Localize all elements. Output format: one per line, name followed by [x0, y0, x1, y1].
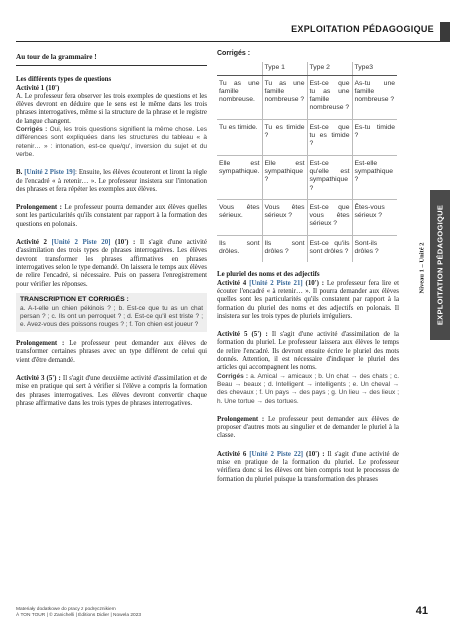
activity-5-label: Activité 5 (5') :: [217, 331, 268, 339]
audio-ref-piste-22: [Unité 2 Piste 22]: [249, 450, 304, 458]
table-row: [217, 235, 397, 262]
question-types-table: [217, 62, 397, 262]
activity-5-text: Il s'agit d'une activité d'assimilation de la formation du pluriel. Le professeur laissera aux élèves le temps de relire l'encadré. Ils devront ensuite écrire le pluriel des mots donnés. Attention, il est nécessaire d'indiquer le pluriel des articles qui accompagnent les noms.: [217, 331, 399, 372]
right-column: [217, 50, 399, 491]
footer-line-1: Materiały dodatkowe do pracy z podręcznikiem: [16, 607, 116, 612]
table-cell: Est-ce qu'ils sont drôles ?: [307, 235, 352, 262]
left-column: [16, 50, 207, 415]
table-cell: Tu as une famille nombreuse ?: [262, 75, 307, 119]
table-cell: Vous êtes sérieux ?: [262, 199, 307, 235]
activity-2-text: Il s'agit d'une activité d'assimilation des trois types de phrases interrogatives. Les élèves devront transformer les phrases affirmatives en phrases interrogatives selon le type demandé. On laissera le temps aux élèves de relire l'encadré, si nécessaire. Puis on passera l'enregistrement pour vérifier les réponses.: [16, 239, 207, 288]
table-cell: Tu as une famille nombreuse.: [217, 75, 262, 119]
activity-4: [217, 280, 399, 321]
activity-1-corriges-text: Oui, les trois questions signifient la même chose. Les différences sont expliquées dans les structures du tableau « à retenir… » : intonation, est-ce que/qu', inversion du sujet et du verbe.: [16, 126, 208, 158]
transcription-text: a. A-t-elle un chien pékinois ? ; b. Est-ce que tu as un chat persan ? ; c. Ils ont un perroquet ? ; d. Est-ce qu'il est triste ? ; e. Avez-vous des poissons rouges ? ; f. Ton chien est joueur ?: [20, 305, 203, 329]
table-cell: Elle est sympathique.: [217, 155, 262, 199]
header-tab-marker: [440, 22, 450, 42]
table-cell: Êtes-vous sérieux ?: [352, 199, 397, 235]
activity-4-time: (10') :: [305, 279, 325, 287]
activity-1b: [16, 169, 207, 194]
table-cell: Est-ce que tu as une famille nombreuse ?: [307, 75, 352, 119]
table-cell: Elle est sympathique ?: [262, 155, 307, 199]
corriges-label: Corrigés :: [217, 372, 249, 380]
prolongement-2-label: Prolongement :: [16, 340, 65, 348]
header-title: EXPLOITATION PÉDAGOGIQUE: [291, 24, 434, 34]
side-level-label: Niveau 1 – Unité 2: [418, 242, 426, 294]
footer: [16, 607, 316, 619]
transcription-title: TRANSCRIPTION ET CORRIGÉS :: [20, 295, 129, 303]
grammar-title: Au tour de la grammaire !: [16, 50, 207, 66]
activity-3-label: Activité 3 (5') :: [16, 375, 61, 383]
activity-2: [16, 239, 207, 289]
table-cell: Est-ce que tu es timide ?: [307, 119, 352, 155]
prolongement-2-text: Le professeur peut demander aux élèves de transformer certaines phrases avec un type différent de celui qui vient d'être demandé.: [16, 340, 207, 364]
activity-1b-prefix: B.: [16, 169, 23, 177]
activity-1b-text: : Ensuite, les élèves écouteront et liront la règle de l'encadré « à retenir… ». Le professeur insistera sur l'intonation des phrases et fera répéter les exemples aux élèves.: [16, 169, 207, 193]
table-cell: Tu es timide.: [217, 119, 262, 155]
table-cell: Sont-ils drôles ?: [352, 235, 397, 262]
table-header-cell: Type 1: [262, 62, 307, 75]
table-header-row: [217, 62, 397, 75]
table-header-cell: [217, 62, 262, 75]
table-row: [217, 119, 397, 155]
activity-6: [217, 451, 399, 484]
table-cell: Est-elle sympathique ?: [352, 155, 397, 199]
table-cell: Tu es timide ?: [262, 119, 307, 155]
pluriel-title: Le pluriel des noms et des adjectifs: [217, 271, 320, 279]
activity-2-time: (10') :: [115, 239, 136, 247]
table-row: [217, 155, 397, 199]
prolongement-3-label: Prolongement :: [217, 415, 265, 423]
side-tab-label: EXPLOITATION PÉDAGOGIQUE: [435, 204, 445, 326]
audio-ref-piste-21: [Unité 2 Piste 21]: [249, 279, 303, 287]
table-cell: Est-ce que vous êtes sérieux ?: [307, 199, 352, 235]
prolongement-3: [217, 416, 399, 441]
audio-ref-piste-20: [Unité 2 Piste 20]: [51, 239, 111, 247]
prolongement-1: [16, 204, 207, 229]
activity-1-label: Activité 1 (10'): [16, 84, 60, 92]
prolongement-3-text: Le professeur peut demander aux élèves de proposer d'autres mots au singulier et de demander le pluriel à la classe.: [217, 415, 399, 440]
side-section-tab: [430, 190, 450, 340]
table-cell: Ils sont drôles.: [217, 235, 262, 262]
table-header-cell: Type3: [352, 62, 397, 75]
activity-6-label: Activité 6: [217, 450, 247, 458]
table-row: [217, 75, 397, 119]
page-number: 41: [415, 605, 428, 617]
corriges-label: Corrigés :: [16, 126, 48, 134]
prolongement-1-text: Le professeur pourra demander aux élèves quelles sont les particularités qu'ils constatent par rapport à la formation des questions en polonais.: [16, 204, 207, 228]
activity-2-label: Activité 2: [16, 239, 47, 247]
prolongement-2: [16, 340, 207, 365]
audio-ref-piste-19: [Unité 2 Piste 19]: [24, 169, 76, 177]
table-cell: Ils sont drôles ?: [262, 235, 307, 262]
activity-6-time: (10') :: [306, 450, 325, 458]
table-cell: Est-ce qu'elle est sympathique ?: [307, 155, 352, 199]
table-cell: Vous êtes sérieux.: [217, 199, 262, 235]
activity-3-text: Il s'agit d'une deuxième activité d'assimilation et de mise en pratique qui sert à vérifier si l'élève a compris la formation des phrases interrogatives. Les élèves devront convertir chaque phrase affirmative dans les trois types de phrases interrogatives.: [16, 375, 207, 407]
table-cell: Es-tu timide ?: [352, 119, 397, 155]
activity-6-text: Il s'agit d'une activité de mise en pratique de la formation du pluriel. Le professeur vérifiera donc si les élèves ont bien compris tout le processus de formation du pluriel puisque la transformation des phrases: [217, 450, 399, 483]
activity-3: [16, 375, 207, 408]
table-cell: As-tu une famille nombreuse ?: [352, 75, 397, 119]
footer-line-2: À TON TOUR | © Zanichelli | Éditions Didier | Nowela 2023: [16, 613, 142, 618]
activity-5-corriges: [217, 373, 399, 406]
activity-4-label: Activité 4: [217, 279, 247, 287]
side-level-label-wrap: [416, 238, 428, 298]
activity-5: [217, 331, 399, 372]
prolongement-1-label: Prolongement :: [16, 204, 62, 212]
corriges-heading: Corrigés :: [217, 50, 251, 57]
table-header-cell: Type 2: [307, 62, 352, 75]
activity-4-text: Le professeur fera lire et écouter l'encadré « à retenir… ». Il pourra demander aux élèves quelles sont les particularités qu'ils constatent par rapport à la formation du pluriel des noms et des adjectifs en polonais. Il insistera sur les trois types de pluriels irréguliers.: [217, 279, 399, 320]
header-bar: [16, 22, 450, 42]
transcription-box: [16, 293, 207, 332]
activity-5-corriges-text: a. Amical → amicaux ; b. Un chat → des chats ; c. Beau → beaux ; d. Intelligent → intelligents ; e. Un cheval → des chevaux ; f. Un pays → des pays ; g. Un lieu → des lieux ; h. Une tortue → des tortues.: [217, 372, 400, 405]
activity-1-corriges: [16, 126, 207, 159]
table-row: [217, 199, 397, 235]
activity-1-text: A. Le professeur fera observer les trois exemples de questions et les élèves devront en déduire que le sens est le même dans les trois phrases interrogatives, même si la structure de la phrase et le registre de langue changent.: [16, 92, 207, 125]
section-title: Les différents types de questions: [16, 76, 112, 84]
